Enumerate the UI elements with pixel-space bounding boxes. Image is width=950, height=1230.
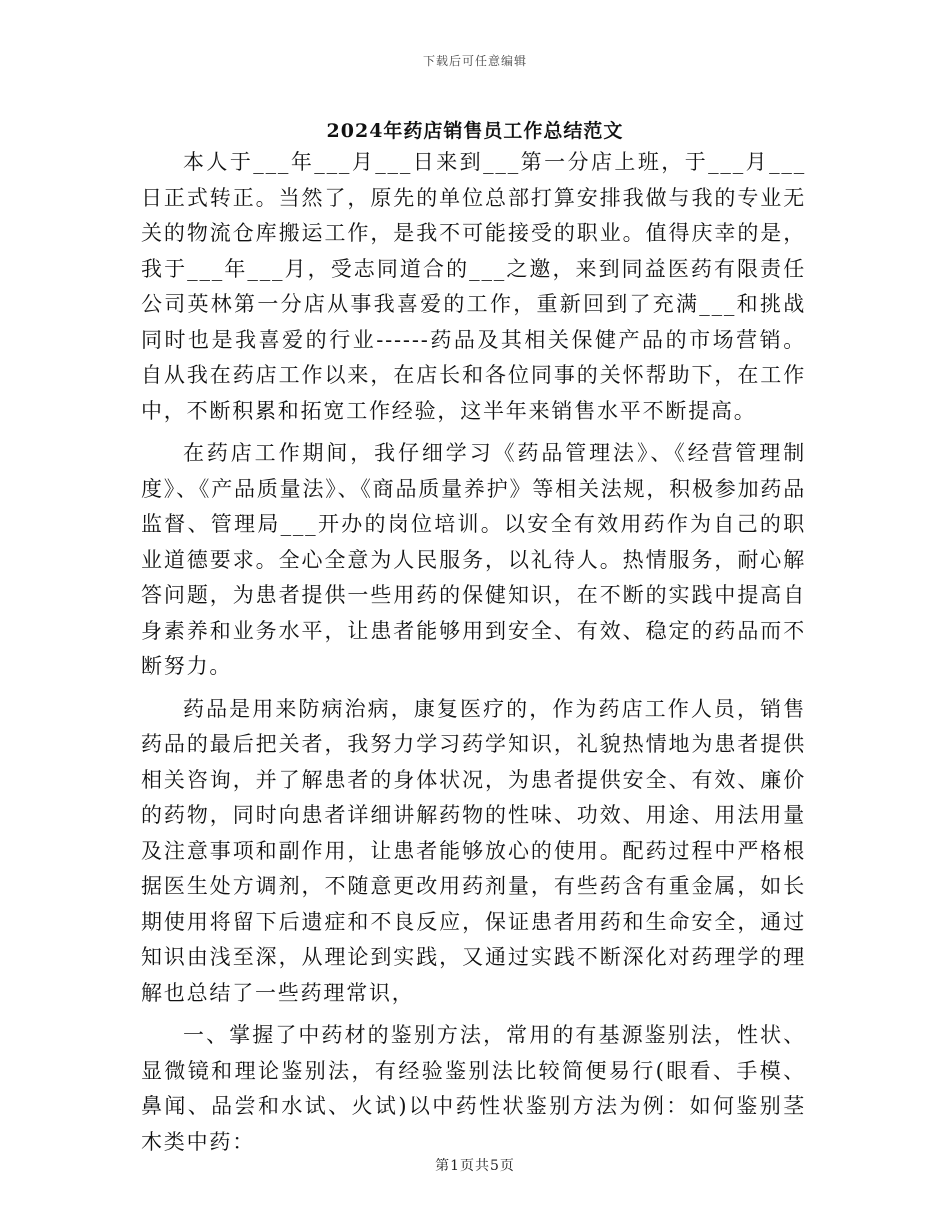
document-title: 2024年药店销售员工作总结范文 [326,120,624,142]
page-number: 第1页共5页 [435,1158,515,1174]
paragraph-4: 一、掌握了中药材的鉴别方法，常用的有基源鉴别法，性状、显微镜和理论鉴别法，有经验鉴别法比较简便易行(眼看、手模、鼻闻、品尝和水试、火试)以中药性状鉴别方法为例：如何鉴别茎木类中药： [141,1023,806,1154]
paragraph-3: 药品是用来防病治病，康复医疗的，作为药店工作人员，销售药品的最后把关者，我努力学习药学知识，礼貌热情地为患者提供相关咨询，并了解患者的身体状况，为患者提供安全、有效、廉价的药物，同时向患者详细讲解药物的性味、功效、用途、用法用量及注意事项和副作用，让患者能够放心的使用。配药过程中严格根据医生处方调剂，不随意更改用药剂量，有些药含有重金属，如长期使用将留下后遗症和不良反应，保证患者用药和生命安全，通过知识由浅至深，从理论到实践，又通过实践不断深化对药理学的理解也总结了一些药理常识， [141,696,806,1005]
document-body [141,145,806,1167]
paragraph-2: 在药店工作期间，我仔细学习《药品管理法》、《经营管理制度》、《产品质量法》、《商品质量养护》等相关法规，积极参加药品监督、管理局___开办的岗位培训。以安全有效用药作为自己的职业道德要求。全心全意为人民服务，以礼待人。热情服务，耐心解答问题，为患者提供一些用药的保健知识，在不断的实践中提高自身素养和业务水平，让患者能够用到安全、有效、稳定的药品而不断努力。 [141,441,806,678]
page-header-note: 下载后可任意编辑 [422,54,527,68]
paragraph-1: 本人于___年___月___日来到___第一分店上班，于___月___日正式转正。当然了，原先的单位总部打算安排我做与我的专业无关的物流仓库搬运工作，是我不可能接受的职业。值得庆幸的是，我于___年___月，受志同道合的___之邀，来到同益医药有限责任公司英林第一分店从事我喜爱的工作，重新回到了充满___和挑战同时也是我喜爱的行业------药品及其相关保健产品的市场营销。自从我在药店工作以来，在店长和各位同事的关怀帮助下，在工作中，不断积累和拓宽工作经验，这半年来销售水平不断提高。 [141,150,806,423]
